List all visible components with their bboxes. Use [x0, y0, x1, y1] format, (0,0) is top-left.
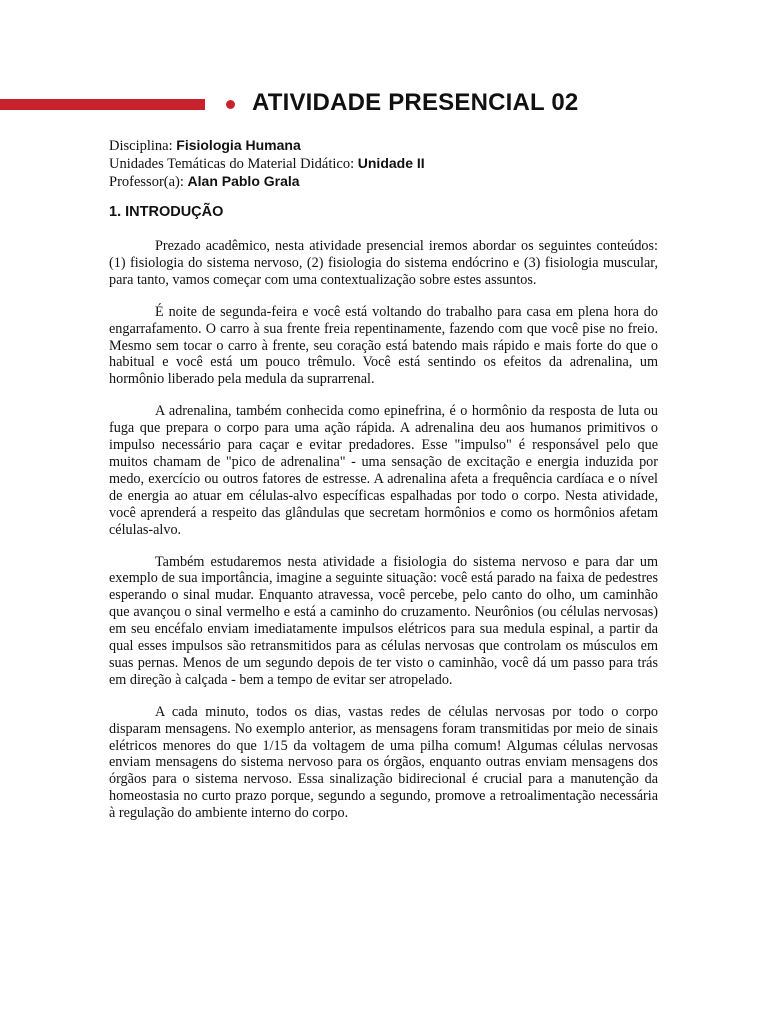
professor-line [109, 173, 669, 191]
discipline-line [109, 137, 669, 155]
units-value: Unidade II [357, 155, 425, 171]
units-label: Unidades Temáticas do Material Didático: [109, 156, 355, 172]
section-body [109, 238, 658, 837]
header-bullet-dot [226, 100, 235, 109]
paragraph: Também estudaremos nesta atividade a fisiologia do sistema nervoso e para dar um exemplo de sua importância, imagine a seguinte situação: você está parado na faixa de pedestres esperando o sinal mudar. Enquanto atravessa, você percebe, pelo canto do olho, um caminhão que avançou o sinal vermelho e está a caminho do cruzamento. Neurônios (ou células nervosas) em seu encéfalo enviam imediatamente impulsos elétricos para sua medula espinal, a partir da qual esses impulsos são retransmitidos para as células nervosas que controlam os músculos em suas pernas. Menos de um segundo depois de ter visto o caminhão, você dá um passo para trás em direção à calçada - bem a tempo de evitar ser atropelado. [109, 553, 658, 688]
professor-label: Professor(a): [109, 174, 184, 190]
paragraph: A adrenalina, também conhecida como epinefrina, é o hormônio da resposta de luta ou fuga que prepara o corpo para uma ação rápida. A adrenalina deu aos humanos primitivos o impulso necessário para caçar e evitar predadores. Esse "impulso" é responsável pelo que muitos chamam de "pico de adrenalina" - uma sensação de excitação e energia induzida por medo, exercício ou outros fatores de estresse. A adrenalina afeta a frequência cardíaca e o nível de energia ao atuar em células-alvo específicas espalhadas por todo o corpo. Nesta atividade, você aprenderá a respeito das glândulas que secretam hormônios e como os hormônios afetam células-alvo. [109, 403, 658, 538]
page-title: ATIVIDADE PRESENCIAL 02 [252, 89, 579, 116]
header-accent-bar [0, 99, 205, 110]
paragraph: A cada minuto, todos os dias, vastas redes de células nervosas por todo o corpo disparam mensagens. No exemplo anterior, as mensagens foram transmitidas por meio de sinais elétricos menores do que 1/15 da voltagem de uma pilha comum! Algumas células nervosas enviam mensagens do sistema nervoso para os órgãos, enquanto outras enviam mensagens dos órgãos para o sistema nervoso. Essa sinalização bidirecional é crucial para a manutenção da homeostasia no curto prazo porque, segundo a segundo, promove a retroalimentação necessária à regulação do ambiente interno do corpo. [109, 703, 658, 822]
paragraph: É noite de segunda-feira e você está voltando do trabalho para casa em plena hora do engarrafamento. O carro à sua frente freia repentinamente, fazendo com que você pise no freio. Mesmo sem tocar o carro à frente, seu coração está batendo mais rápido e mais forte do que o habitual e você está um pouco trêmulo. Você está sentindo os efeitos da adrenalina, um hormônio liberado pela medula da suprarrenal. [109, 303, 658, 388]
paragraph: Prezado acadêmico, nesta atividade presencial iremos abordar os seguintes conteúdos: (1) fisiologia do sistema nervoso, (2) fisiologia do sistema endócrino e (3) fisiologia muscular, para tanto, vamos começar com uma contextualização sobre estes assuntos. [109, 238, 658, 288]
course-info [109, 137, 669, 191]
discipline-label: Disciplina: [109, 138, 173, 154]
discipline-value: Fisiologia Humana [176, 137, 301, 153]
section-heading: 1. INTRODUÇÃO [109, 204, 224, 220]
professor-value: Alan Pablo Grala [187, 173, 300, 189]
units-line [109, 155, 669, 173]
